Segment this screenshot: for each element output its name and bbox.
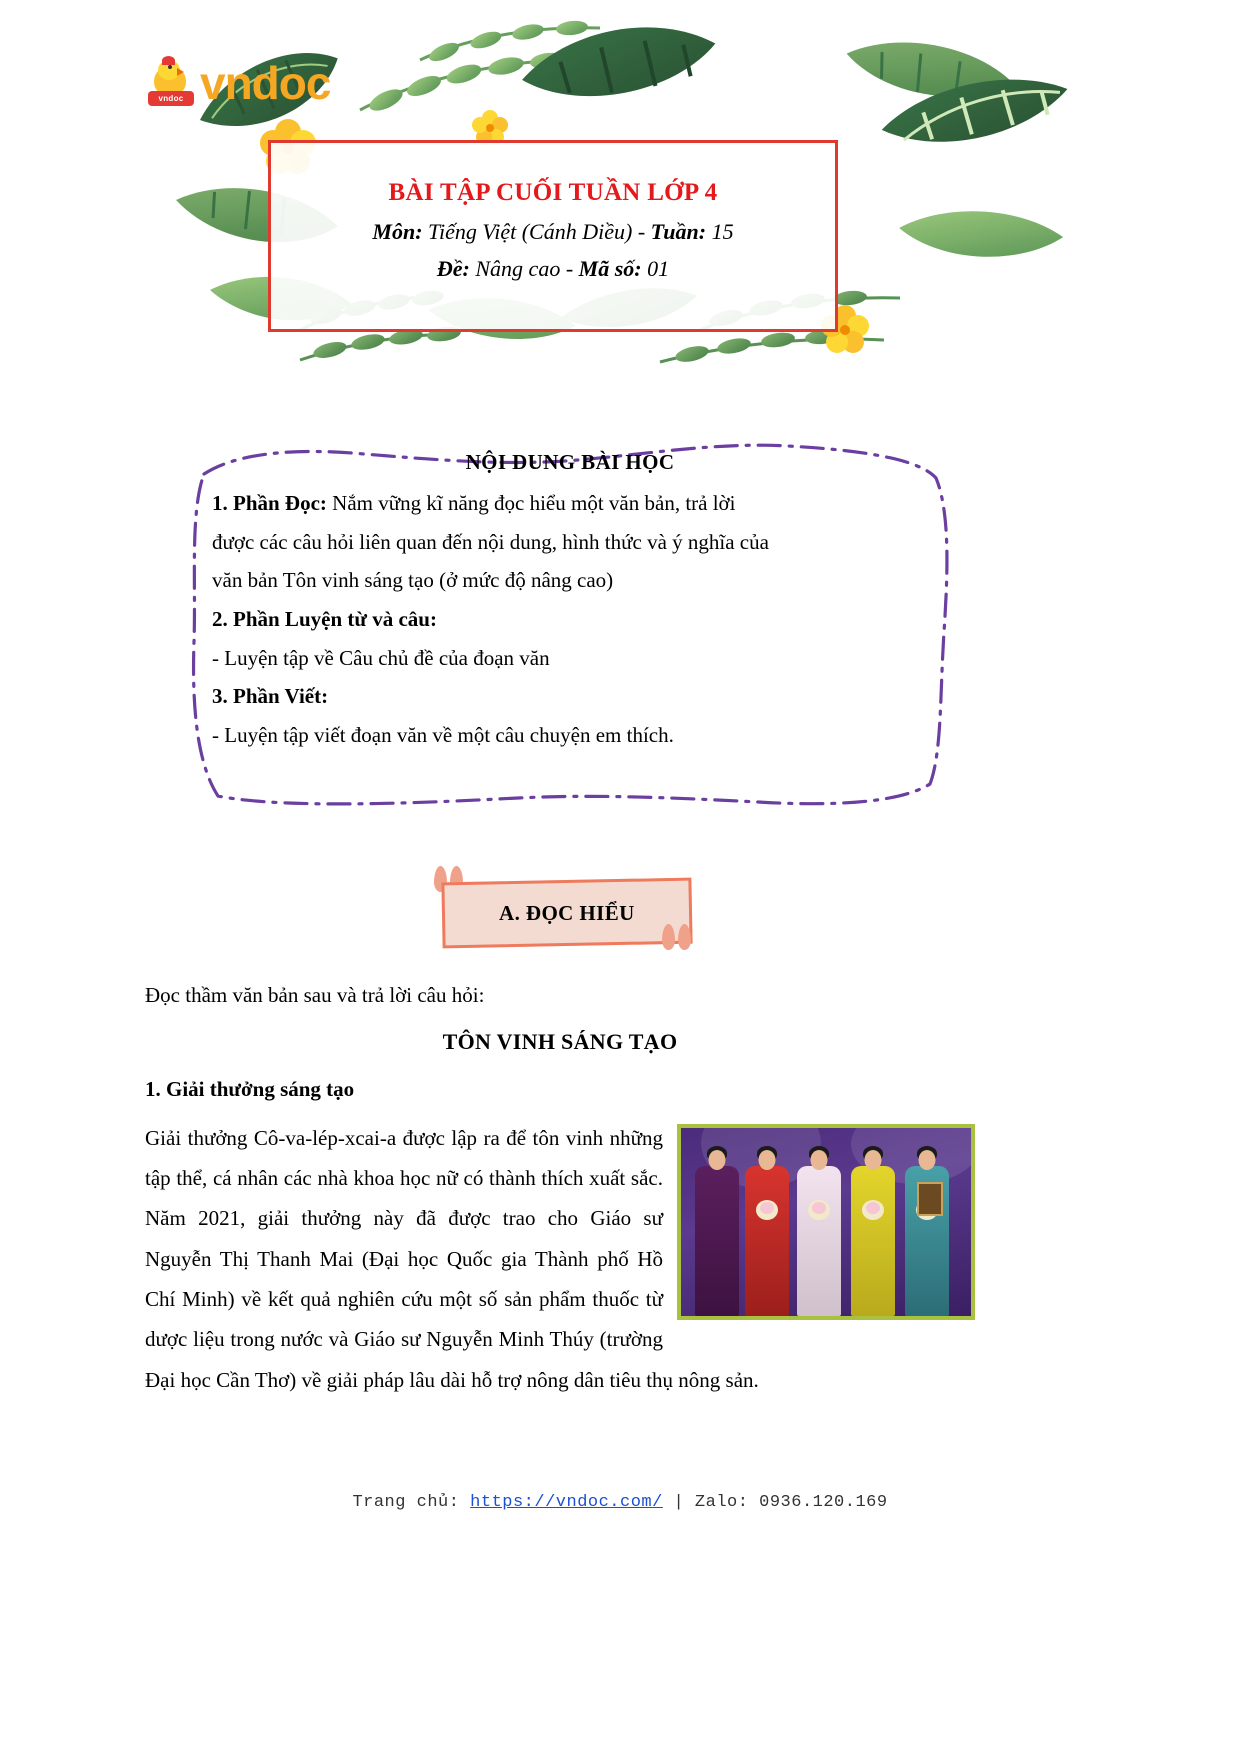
quote-close-icon bbox=[662, 924, 691, 955]
passage-paragraph-wrapper bbox=[145, 1118, 975, 1400]
content-box-title: NỘI DUNG BÀI HỌC bbox=[465, 450, 675, 474]
subject-line bbox=[372, 219, 733, 245]
page-footer bbox=[0, 1493, 1240, 1512]
reading-instruction: Đọc thầm văn bản sau và trả lời câu hỏi: bbox=[145, 983, 485, 1007]
content-item bbox=[212, 600, 928, 639]
lesson-content-box bbox=[178, 432, 960, 832]
footer-contact: Zalo: 0936.120.169 bbox=[694, 1493, 888, 1512]
content-item-label: 1. Phần Đọc: bbox=[212, 491, 327, 515]
passage-subheading: 1. Giải thưởng sáng tạo bbox=[145, 1077, 355, 1102]
header-banner bbox=[0, 0, 1240, 400]
week-label: Tuần: bbox=[650, 219, 707, 244]
content-item: - Luyện tập về Câu chủ đề của đoạn văn bbox=[212, 645, 550, 670]
title-card bbox=[268, 140, 838, 332]
vndoc-logo bbox=[148, 58, 330, 108]
section-badge-label: A. ĐỌC HIỂU bbox=[499, 900, 635, 925]
award-ceremony-photo bbox=[677, 1124, 975, 1320]
passage-paragraph: Giải thưởng Cô-va-lép-xcai-a được lập ra để tôn vinh những tập thể, cá nhân các nhà khoa học nữ có thành thích xuất sắc. Năm 2021, giải thưởng này đã được trao cho Giáo sư Nguyễn Thị Thanh Mai (Đại học Quốc gia Thành phố Hồ Chí Minh) về kết quả nghiên cứu một số sản phẩm thuốc từ dược liệu trong nước và Giáo sư Nguyễn Minh Thúy (trường Đại học Cần Thơ) về giải pháp lâu dài hỗ trợ nông dân tiêu thụ nông sản. bbox=[145, 1125, 759, 1392]
content-item-label: 2. Phần Luyện từ và câu: bbox=[212, 606, 437, 631]
content-item: được các câu hỏi liên quan đến nội dung, hình thức và ý nghĩa của bbox=[212, 529, 769, 554]
content-item: - Luyện tập viết đoạn văn về một câu chuyện em thích. bbox=[212, 722, 674, 747]
week-value: 15 bbox=[711, 219, 734, 244]
exam-line bbox=[437, 256, 669, 282]
footer-separator: | bbox=[673, 1493, 685, 1512]
subject-label: Môn: bbox=[372, 219, 423, 244]
content-item-label: 3. Phần Viết: bbox=[212, 684, 329, 709]
code-value: 01 bbox=[647, 256, 670, 281]
logo-badge-text: vndoc bbox=[158, 94, 184, 103]
chick-mascot-icon bbox=[148, 58, 194, 108]
content-item bbox=[212, 484, 928, 523]
subject-value: Tiếng Việt (Cánh Diều) - bbox=[428, 219, 646, 244]
content-item: văn bản Tôn vinh sáng tạo (ở mức độ nâng cao) bbox=[212, 568, 614, 593]
section-badge-box bbox=[441, 878, 692, 949]
footer-url-link[interactable]: https://vndoc.com/ bbox=[470, 1493, 663, 1512]
page-title: BÀI TẬP CUỐI TUẦN LỚP 4 bbox=[388, 179, 718, 206]
content-item-text: Nắm vững kĩ năng đọc hiểu một văn bản, trả lời bbox=[332, 491, 736, 515]
logo-wordmark: vndoc bbox=[200, 57, 331, 109]
exam-label: Đề: bbox=[436, 256, 470, 281]
passage-title: TÔN VINH SÁNG TẠO bbox=[442, 1029, 678, 1055]
content-item bbox=[212, 677, 928, 716]
section-badge bbox=[404, 862, 704, 962]
exam-value: Nâng cao - bbox=[475, 256, 574, 281]
footer-prefix: Trang chủ: bbox=[352, 1493, 460, 1512]
code-label: Mã số: bbox=[578, 256, 642, 281]
reading-section bbox=[145, 975, 975, 1400]
